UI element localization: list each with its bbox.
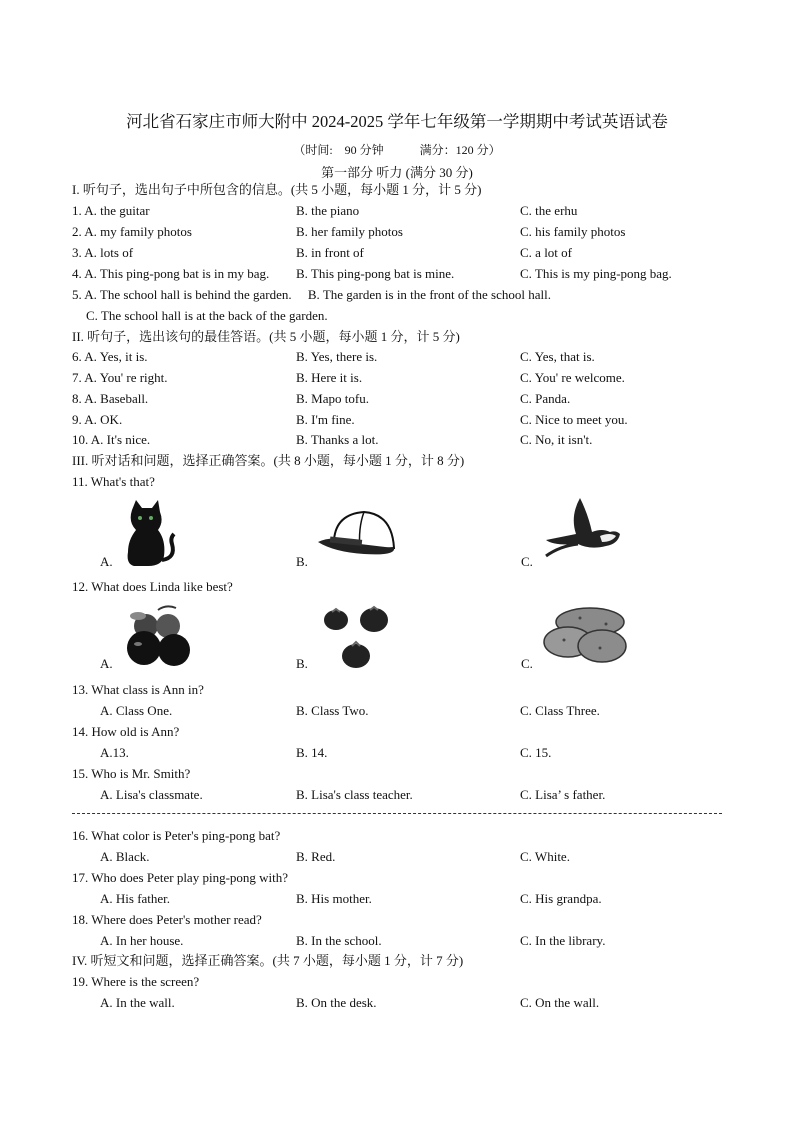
- option-a: 4. A. This ping-pong bat is in my bag.: [72, 266, 270, 281]
- option-c: C. Lisa’ s father.: [520, 787, 606, 802]
- question-12: [72, 577, 752, 597]
- question-19-options: [72, 993, 752, 1013]
- question-text: 15. Who is Mr. Smith?: [72, 766, 191, 781]
- option-c: C. his family photos: [520, 224, 626, 239]
- question-7: [72, 368, 752, 388]
- option-a: 1. A. the guitar: [72, 203, 150, 218]
- option-b: B. Class Two.: [296, 703, 369, 718]
- cap-icon: [314, 508, 398, 558]
- question-15-options: [72, 785, 752, 805]
- question-18: [72, 910, 752, 930]
- question-13: [72, 680, 752, 700]
- option-a: A. In the wall.: [100, 995, 175, 1010]
- exam-title: 河北省石家庄市师大附中 2024-2025 学年七年级第一学期期中考试英语试卷: [126, 112, 668, 131]
- option-b: B. Red.: [296, 849, 336, 864]
- question-16: [72, 826, 752, 846]
- question-3: [72, 243, 752, 263]
- option-c-label: C.: [521, 656, 533, 671]
- option-b: B. in front of: [296, 245, 364, 260]
- question-19: [72, 972, 752, 992]
- option-b-label: B.: [296, 656, 308, 671]
- section-heading-text: II. 听句子，选出该句的最佳答语。(共 5 小题，每小题 1 分，计 5 分): [72, 329, 460, 344]
- option-b: B. Mapo tofu.: [296, 391, 369, 406]
- option-c: C. You' re welcome.: [520, 370, 625, 385]
- question-17-options: [72, 889, 752, 909]
- question-text: 12. What does Linda like best?: [72, 579, 233, 594]
- option-c: C. White.: [520, 849, 570, 864]
- option-a: 9. A. OK.: [72, 412, 123, 427]
- option-a: A. His father.: [100, 891, 171, 906]
- option-c: C. No, it isn't.: [520, 432, 593, 447]
- cat-icon: [118, 500, 178, 568]
- section-2-heading: [72, 327, 752, 347]
- option-c: C. His grandpa.: [520, 891, 602, 906]
- option-a: 2. A. my family photos: [72, 224, 192, 239]
- question-13-options: [72, 701, 752, 721]
- question-2: [72, 222, 752, 242]
- dashed-divider: [72, 813, 722, 814]
- option-a-label: A.: [100, 656, 113, 671]
- question-6: [72, 347, 752, 367]
- section-heading-text: III. 听对话和问题，选择正确答案。(共 8 小题，每小题 1 分，计 8 分): [72, 453, 465, 468]
- option-b: B. the piano: [296, 203, 360, 218]
- option-c: C. The school hall is at the back of the garden.: [86, 308, 328, 323]
- question-14-options: [72, 743, 752, 763]
- option-a: 8. A. Baseball.: [72, 391, 149, 406]
- option-a: A. In her house.: [100, 933, 184, 948]
- option-a: A. Black.: [100, 849, 150, 864]
- option-b: B. Here it is.: [296, 370, 363, 385]
- option-c: C. Panda.: [520, 391, 571, 406]
- potatoes-icon: [540, 604, 630, 666]
- option-b: B. His mother.: [296, 891, 372, 906]
- tomatoes-icon: [322, 604, 392, 672]
- question-5: [72, 285, 752, 305]
- option-b: B. In the school.: [296, 933, 382, 948]
- question-text: 19. Where is the screen?: [72, 974, 200, 989]
- section-3-heading: [72, 451, 752, 471]
- section-heading-text: IV. 听短文和问题，选择正确答案。(共 7 小题，每小题 1 分，计 7 分): [72, 953, 464, 968]
- section-4-heading: [72, 951, 752, 971]
- question-10: [72, 430, 752, 450]
- section-1-heading: [72, 180, 752, 200]
- question-14: [72, 722, 752, 742]
- option-c: C. Class Three.: [520, 703, 600, 718]
- question-text: 17. Who does Peter play ping-pong with?: [72, 870, 289, 885]
- question-text: 14. How old is Ann?: [72, 724, 180, 739]
- question-text: 16. What color is Peter's ping-pong bat?: [72, 828, 281, 843]
- option-a: 3. A. lots of: [72, 245, 134, 260]
- question-4: [72, 264, 752, 284]
- bird-icon: [540, 496, 624, 562]
- option-b: B. This ping-pong bat is mine.: [296, 266, 455, 281]
- option-b: B. 14.: [296, 745, 328, 760]
- option-a: 10. A. It's nice.: [72, 432, 151, 447]
- question-15: [72, 764, 752, 784]
- section-heading-text: I. 听句子，选出句子中所包含的信息。(共 5 小题，每小题 1 分，计 5 分): [72, 182, 482, 197]
- option-c: C. 15.: [520, 745, 552, 760]
- part-title: 第一部分 听力 (满分 30 分): [321, 165, 473, 180]
- question-17: [72, 868, 752, 888]
- question-text: 18. Where does Peter's mother read?: [72, 912, 262, 927]
- question-text: 13. What class is Ann in?: [72, 682, 204, 697]
- option-a: A. Lisa's classmate.: [100, 787, 203, 802]
- option-c: C. Yes, that is.: [520, 349, 595, 364]
- option-c-label: C.: [521, 554, 533, 569]
- question-1: [72, 201, 752, 221]
- question-5-c: [72, 306, 752, 326]
- option-c: C. On the wall.: [520, 995, 600, 1010]
- option-b: B. Lisa's class teacher.: [296, 787, 413, 802]
- question-text: 11. What's that?: [72, 474, 155, 489]
- option-b-label: B.: [296, 554, 308, 569]
- option-a: 6. A. Yes, it is.: [72, 349, 148, 364]
- option-c: C. the erhu: [520, 203, 578, 218]
- option-a: 7. A. You' re right.: [72, 370, 168, 385]
- option-b: B. Yes, there is.: [296, 349, 378, 364]
- question-9: [72, 410, 752, 430]
- option-c: C. a lot of: [520, 245, 572, 260]
- apples-icon: [118, 604, 198, 668]
- question-11: [72, 472, 752, 492]
- option-ab: 5. A. The school hall is behind the garden. B. The garden is in the front of the school hall.: [72, 287, 551, 302]
- option-a-label: A.: [100, 554, 113, 569]
- question-18-options: [72, 931, 752, 951]
- option-b: B. On the desk.: [296, 995, 377, 1010]
- question-16-options: [72, 847, 752, 867]
- option-a: A. Class One.: [100, 703, 173, 718]
- option-b: B. Thanks a lot.: [296, 432, 379, 447]
- question-8: [72, 389, 752, 409]
- option-b: B. I'm fine.: [296, 412, 355, 427]
- exam-time-info: （时间: 90 分钟 满分：120 分）: [293, 143, 501, 157]
- option-c: C. This is my ping-pong bag.: [520, 266, 672, 281]
- option-b: B. her family photos: [296, 224, 403, 239]
- option-a: A.13.: [100, 745, 129, 760]
- option-c: C. In the library.: [520, 933, 606, 948]
- option-c: C. Nice to meet you.: [520, 412, 628, 427]
